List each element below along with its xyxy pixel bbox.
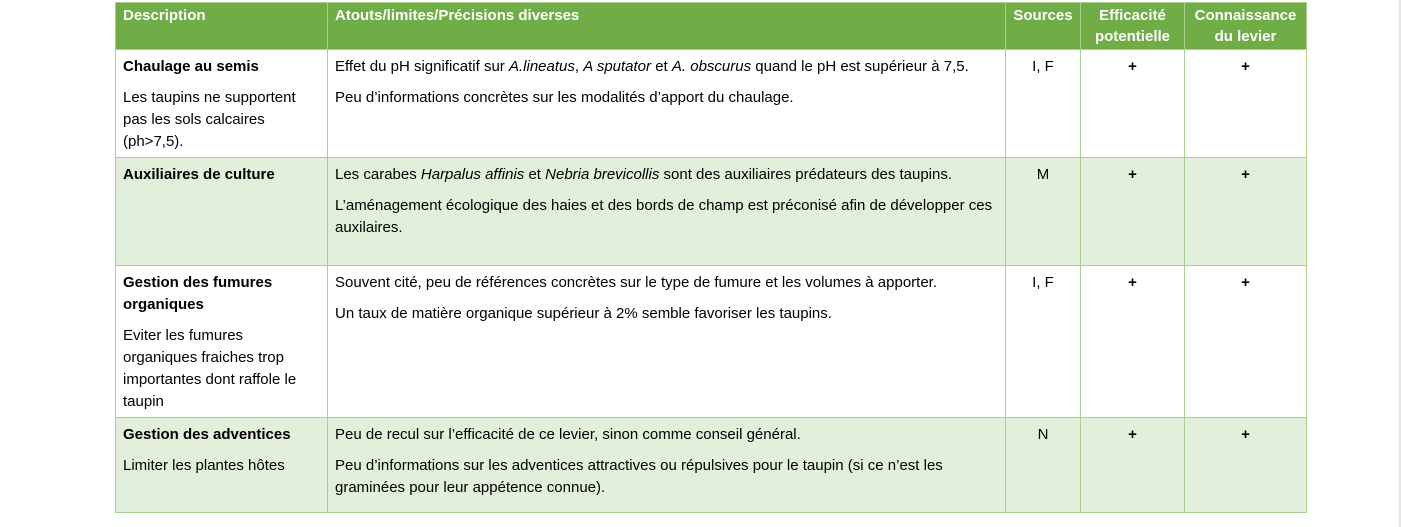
description-cell	[116, 158, 328, 266]
species-name: A.lineatus	[508, 58, 575, 75]
header-sources: Sources	[1006, 3, 1081, 50]
atouts-paragraph: Peu de recul sur l’efficacité de ce levier, sinon comme conseil général.	[335, 426, 801, 443]
text-run: et	[651, 58, 672, 75]
text-run: sont des auxiliaires prédateurs des taupins.	[659, 166, 953, 183]
species-name: Nebria brevicollis	[545, 166, 660, 183]
efficacite-cell: +	[1081, 266, 1185, 418]
connaissance-cell: +	[1185, 50, 1307, 158]
description-cell	[116, 266, 328, 418]
lever-title: Chaulage au semis	[123, 58, 259, 75]
table-row	[116, 266, 1307, 418]
atouts-cell	[328, 266, 1006, 418]
connaissance-cell: +	[1185, 266, 1307, 418]
description-cell	[116, 418, 328, 513]
table-row	[116, 50, 1307, 158]
atouts-paragraph: L’aménagement écologique des haies et des bords de champ est préconisé afin de développer ces auxilaires.	[335, 197, 993, 236]
text-run: ,	[574, 58, 584, 75]
description-cell	[116, 50, 328, 158]
atouts-cell	[328, 158, 1006, 266]
header-efficacite: Efficacité potentielle	[1081, 3, 1185, 50]
sources-cell: N	[1006, 418, 1081, 513]
lever-subtitle: Limiter les plantes hôtes	[123, 457, 285, 474]
atouts-paragraph: Peu d’informations concrètes sur les modalités d’apport du chaulage.	[335, 89, 794, 106]
sources-cell: M	[1006, 158, 1081, 266]
species-name: A. obscurus	[671, 58, 752, 75]
species-name: Harpalus affinis	[420, 166, 525, 183]
connaissance-cell: +	[1185, 418, 1307, 513]
table-row	[116, 158, 1307, 266]
connaissance-cell: +	[1185, 158, 1307, 266]
atouts-paragraph: Peu d’informations sur les adventices attractives ou répulsives pour le taupin (si ce n’est les graminées pour leur appétence connue).	[335, 457, 943, 496]
header-description: Description	[116, 3, 328, 50]
lever-title: Gestion des fumures organiques	[123, 274, 273, 313]
atouts-paragraph: Souvent cité, peu de références concrètes sur le type de fumure et les volumes à apporter.	[335, 274, 937, 291]
species-name: A sputator	[583, 58, 652, 75]
text-run: quand le pH est supérieur à 7,5.	[751, 58, 969, 75]
table-header-row	[116, 3, 1307, 50]
sources-cell: I, F	[1006, 266, 1081, 418]
efficacite-cell: +	[1081, 418, 1185, 513]
text-run: Effet du pH significatif sur	[335, 58, 509, 75]
text-run: Les carabes	[335, 166, 421, 183]
lever-title: Auxiliaires de culture	[123, 166, 275, 183]
efficacite-cell: +	[1081, 50, 1185, 158]
atouts-paragraph	[335, 56, 998, 78]
lever-title: Gestion des adventices	[123, 426, 291, 443]
levers-table	[115, 2, 1307, 513]
efficacite-cell: +	[1081, 158, 1185, 266]
text-run: et	[524, 166, 546, 183]
atouts-paragraph	[335, 164, 998, 186]
lever-subtitle: Les taupins ne supportent pas les sols calcaires (ph>7,5).	[123, 89, 296, 150]
header-atouts: Atouts/limites/Précisions diverses	[328, 3, 1006, 50]
atouts-paragraph: Un taux de matière organique supérieur à 2% semble favoriser les taupins.	[335, 305, 832, 322]
atouts-cell	[328, 418, 1006, 513]
header-connaissance: Connaissance du levier	[1185, 3, 1307, 50]
atouts-cell	[328, 50, 1006, 158]
sources-cell: I, F	[1006, 50, 1081, 158]
table-row	[116, 418, 1307, 513]
lever-subtitle: Eviter les fumures organiques fraiches trop importantes dont raffole le taupin	[123, 327, 297, 410]
